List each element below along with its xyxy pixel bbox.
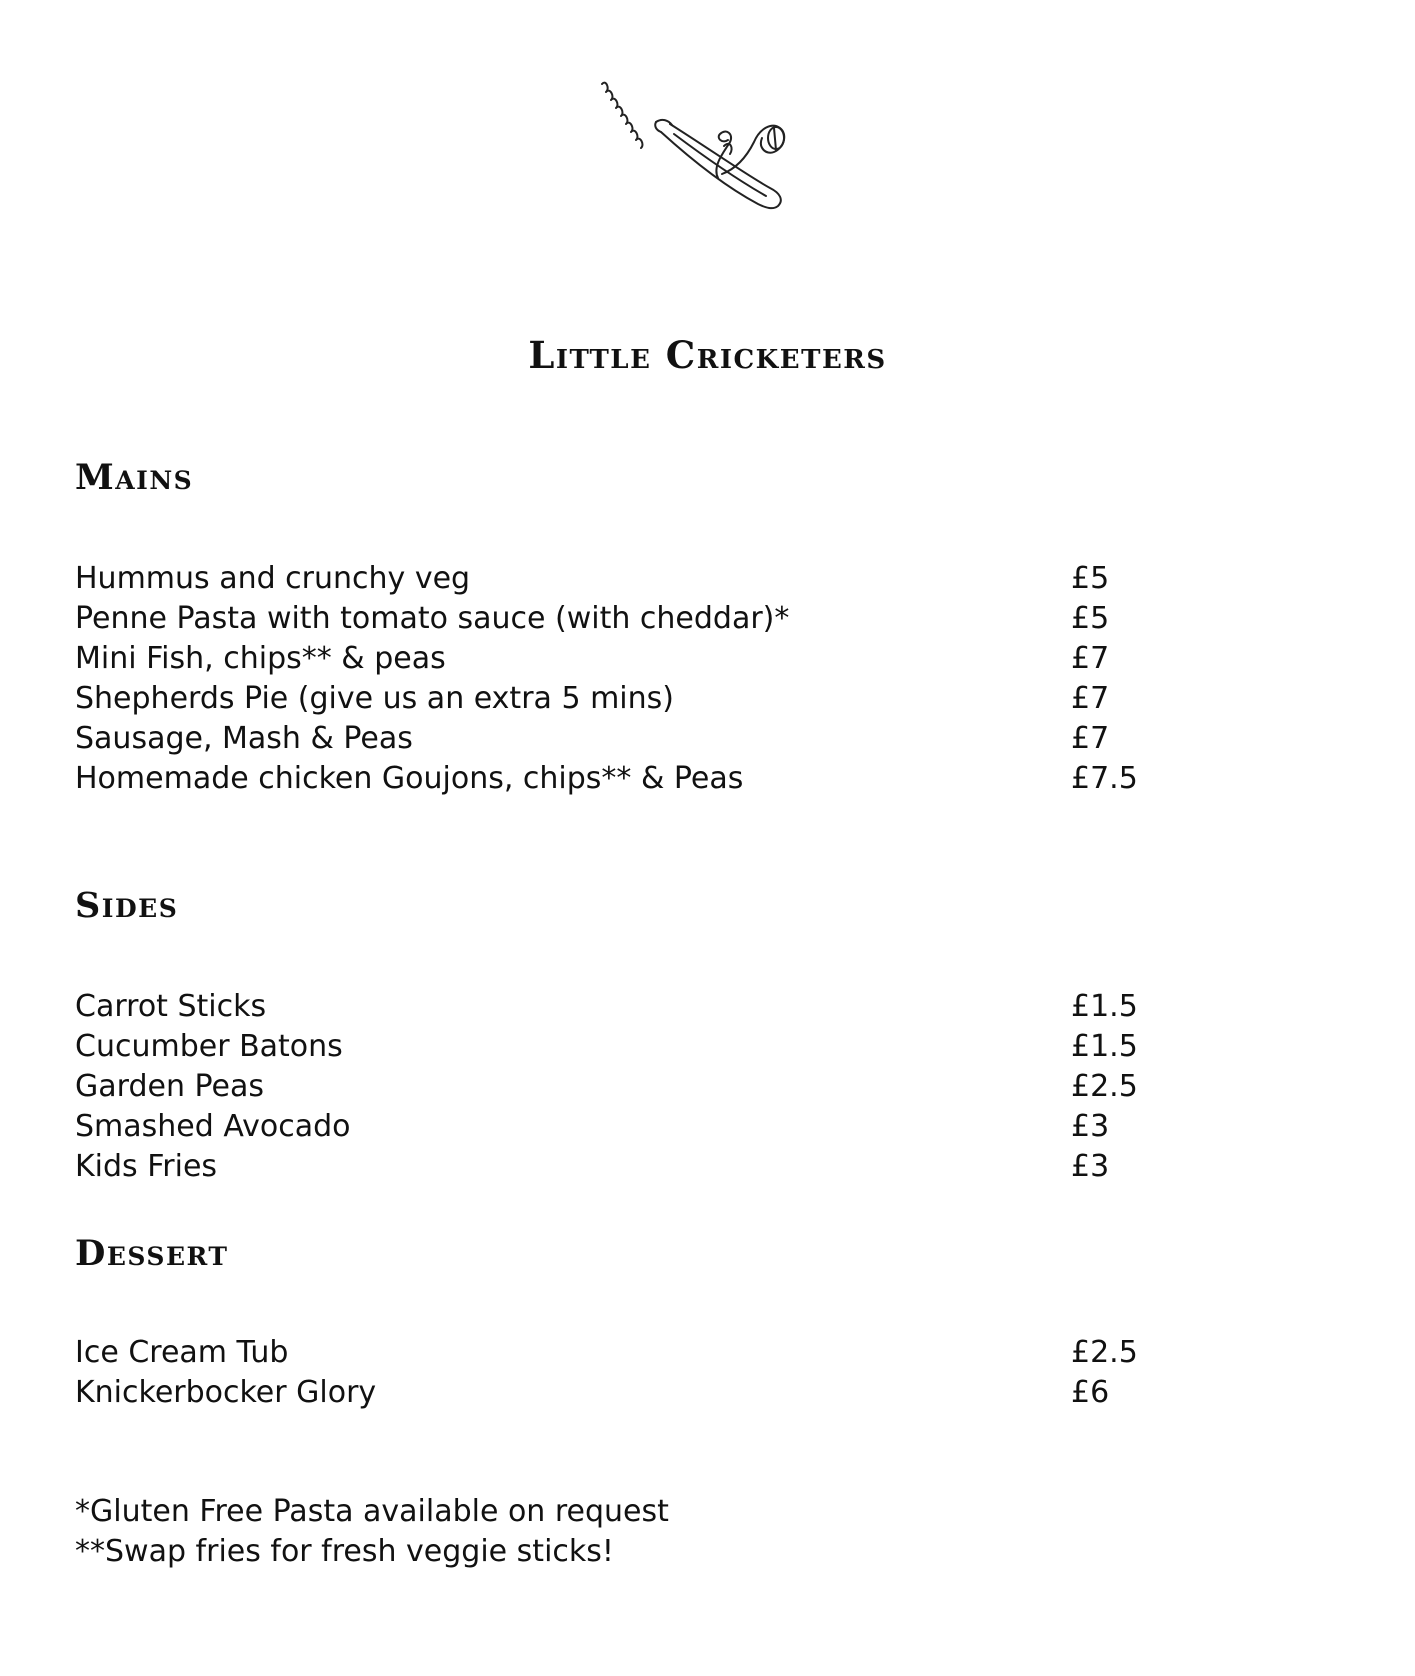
menu-item [75, 1067, 1175, 1107]
menu-item [75, 1373, 1175, 1413]
item-name: Sausage, Mash & Peas [75, 721, 413, 756]
menu-item [75, 759, 1175, 799]
item-price: £5 [1071, 601, 1110, 636]
item-price: £5 [1071, 561, 1110, 596]
dessert-list [75, 1333, 1175, 1413]
footnote: *Gluten Free Pasta available on request [75, 1494, 669, 1529]
menu-item [75, 1333, 1175, 1373]
menu-item [75, 559, 1175, 599]
item-price: £7 [1071, 721, 1110, 756]
menu-item [75, 599, 1175, 639]
item-price: £3 [1071, 1109, 1110, 1144]
item-price: £6 [1071, 1375, 1110, 1410]
item-name: Hummus and crunchy veg [75, 561, 471, 596]
item-name: Smashed Avocado [75, 1109, 351, 1144]
item-price: £7.5 [1071, 761, 1138, 796]
item-name: Knickerbocker Glory [75, 1375, 377, 1410]
menu-item [75, 1107, 1175, 1147]
item-name: Kids Fries [75, 1149, 218, 1184]
item-price: £2.5 [1071, 1335, 1138, 1370]
section-heading-dessert: Dessert [75, 1233, 229, 1274]
menu-title: Little Cricketers [528, 333, 887, 377]
menu-item [75, 1147, 1175, 1187]
item-name: Garden Peas [75, 1069, 264, 1104]
menu-item [75, 1027, 1175, 1067]
menu-item [75, 987, 1175, 1027]
item-price: £1.5 [1071, 1029, 1138, 1064]
item-name: Cucumber Batons [75, 1029, 343, 1064]
item-name: Homemade chicken Goujons, chips** & Peas [75, 761, 744, 796]
menu-item [75, 639, 1175, 679]
menu-item [75, 679, 1175, 719]
item-name: Mini Fish, chips** & peas [75, 641, 446, 676]
item-price: £1.5 [1071, 989, 1138, 1024]
menu-item [75, 719, 1175, 759]
item-price: £7 [1071, 641, 1110, 676]
item-price: £2.5 [1071, 1069, 1138, 1104]
mains-list [75, 559, 1175, 799]
item-name: Shepherds Pie (give us an extra 5 mins) [75, 681, 674, 716]
footnotes [75, 1492, 669, 1572]
item-name: Penne Pasta with tomato sauce (with cheddar)* [75, 601, 790, 636]
item-name: Ice Cream Tub [75, 1335, 289, 1370]
item-price: £7 [1071, 681, 1110, 716]
cricket-bat-logo-icon [598, 78, 808, 213]
sides-list [75, 987, 1175, 1187]
item-price: £3 [1071, 1149, 1110, 1184]
section-heading-mains: Mains [75, 457, 194, 498]
item-name: Carrot Sticks [75, 989, 267, 1024]
footnote: **Swap fries for fresh veggie sticks! [75, 1534, 614, 1569]
section-heading-sides: Sides [75, 885, 179, 926]
